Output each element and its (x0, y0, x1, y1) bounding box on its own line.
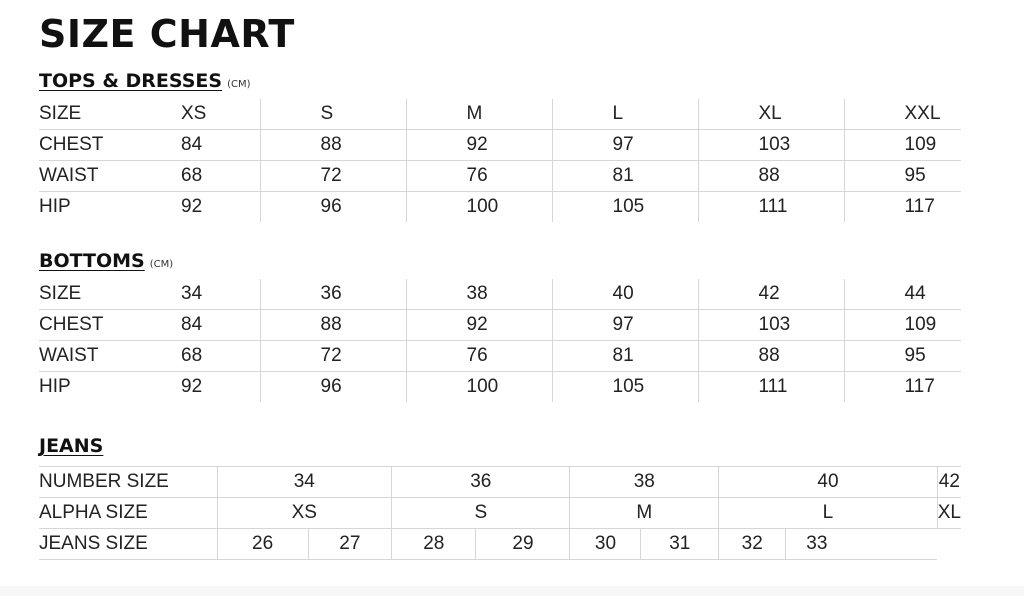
cell: 100 (406, 372, 552, 403)
cell: 68 (181, 161, 260, 192)
bottoms-size-table (39, 279, 961, 402)
cell: 26 (217, 529, 308, 560)
cell: 42 (937, 467, 961, 498)
cell: 97 (552, 310, 698, 341)
cell: 100 (406, 192, 552, 223)
cell: 111 (698, 192, 844, 223)
cell: 88 (698, 161, 844, 192)
row-label: ALPHA SIZE (39, 498, 217, 529)
cell: 36 (392, 467, 570, 498)
row-label: JEANS SIZE (39, 529, 217, 560)
row-label: SIZE (39, 283, 82, 304)
cell: 76 (406, 161, 552, 192)
row-label: CHEST (39, 130, 181, 161)
page-bottom-edge (0, 586, 1024, 596)
cell: M (406, 99, 552, 130)
bottoms-heading: BOTTOMS (39, 250, 145, 272)
row-label: WAIST (39, 341, 181, 372)
cell: 40 (719, 467, 938, 498)
cell: 109 (844, 130, 961, 161)
tops-heading-wrap (39, 70, 251, 92)
cell: XL (698, 99, 844, 130)
jeans-number-row (39, 467, 961, 498)
cell: 97 (552, 130, 698, 161)
cell: 72 (260, 341, 406, 372)
bottoms-row (39, 279, 961, 310)
cell: 36 (260, 279, 406, 310)
cell: 103 (698, 130, 844, 161)
cell: 88 (260, 130, 406, 161)
row-label: NUMBER SIZE (39, 467, 217, 498)
jeans-heading-wrap (39, 435, 103, 457)
cell: 96 (260, 372, 406, 403)
tops-row (39, 192, 961, 223)
cell: 111 (698, 372, 844, 403)
cell: 109 (844, 310, 961, 341)
cell: 92 (406, 130, 552, 161)
cell: 81 (552, 161, 698, 192)
cell: 105 (552, 372, 698, 403)
cell: 72 (260, 161, 406, 192)
jeans-size-row (39, 529, 961, 560)
cell: 32 (719, 529, 786, 560)
cell: 92 (181, 372, 260, 403)
cell: 30 (570, 529, 641, 560)
cell: 96 (260, 192, 406, 223)
bottoms-heading-wrap (39, 250, 173, 272)
cell: XXL (844, 99, 961, 130)
cell: 81 (552, 341, 698, 372)
bottoms-row (39, 310, 961, 341)
cell: 84 (181, 310, 260, 341)
cell: S (260, 99, 406, 130)
cell: S (392, 498, 570, 529)
cell: M (570, 498, 719, 529)
bottoms-row (39, 372, 961, 403)
cell: XL (937, 498, 961, 529)
row-label: CHEST (39, 310, 181, 341)
cell: 38 (406, 279, 552, 310)
cell: 84 (181, 130, 260, 161)
cell: 105 (552, 192, 698, 223)
cell: 117 (844, 192, 961, 223)
cell: 88 (698, 341, 844, 372)
cell: 95 (844, 341, 961, 372)
cell: L (719, 498, 938, 529)
bottoms-unit: (CM) (149, 259, 174, 270)
tops-row (39, 99, 961, 130)
jeans-heading: JEANS (39, 435, 104, 457)
cell: 68 (181, 341, 260, 372)
cell: 27 (308, 529, 391, 560)
cell: 44 (844, 279, 961, 310)
cell: 95 (844, 161, 961, 192)
jeans-size-table (39, 466, 961, 560)
cell: 34 (181, 283, 203, 304)
cell: 33 (786, 529, 937, 560)
tops-unit: (CM) (227, 79, 251, 90)
cell: L (552, 99, 698, 130)
bottoms-row (39, 341, 961, 372)
cell: 34 (217, 467, 392, 498)
cell: 117 (844, 372, 961, 403)
row-label: SIZE (39, 103, 82, 124)
cell: 29 (476, 529, 570, 560)
row-label: HIP (39, 192, 181, 223)
cell: 92 (406, 310, 552, 341)
tops-row (39, 161, 961, 192)
cell: 38 (570, 467, 719, 498)
cell: 31 (641, 529, 719, 560)
tops-heading: TOPS & DRESSES (39, 70, 223, 92)
cell: XS (181, 103, 207, 124)
row-label: HIP (39, 372, 181, 403)
jeans-alpha-row (39, 498, 961, 529)
tops-size-table (39, 99, 961, 222)
cell: 103 (698, 310, 844, 341)
cell: 76 (406, 341, 552, 372)
cell: XS (217, 498, 392, 529)
page-title: SIZE CHART (39, 12, 295, 56)
cell: 40 (552, 279, 698, 310)
cell: 92 (181, 192, 260, 223)
row-label: WAIST (39, 161, 181, 192)
cell: 28 (392, 529, 476, 560)
cell: 88 (260, 310, 406, 341)
tops-row (39, 130, 961, 161)
cell: 42 (698, 279, 844, 310)
